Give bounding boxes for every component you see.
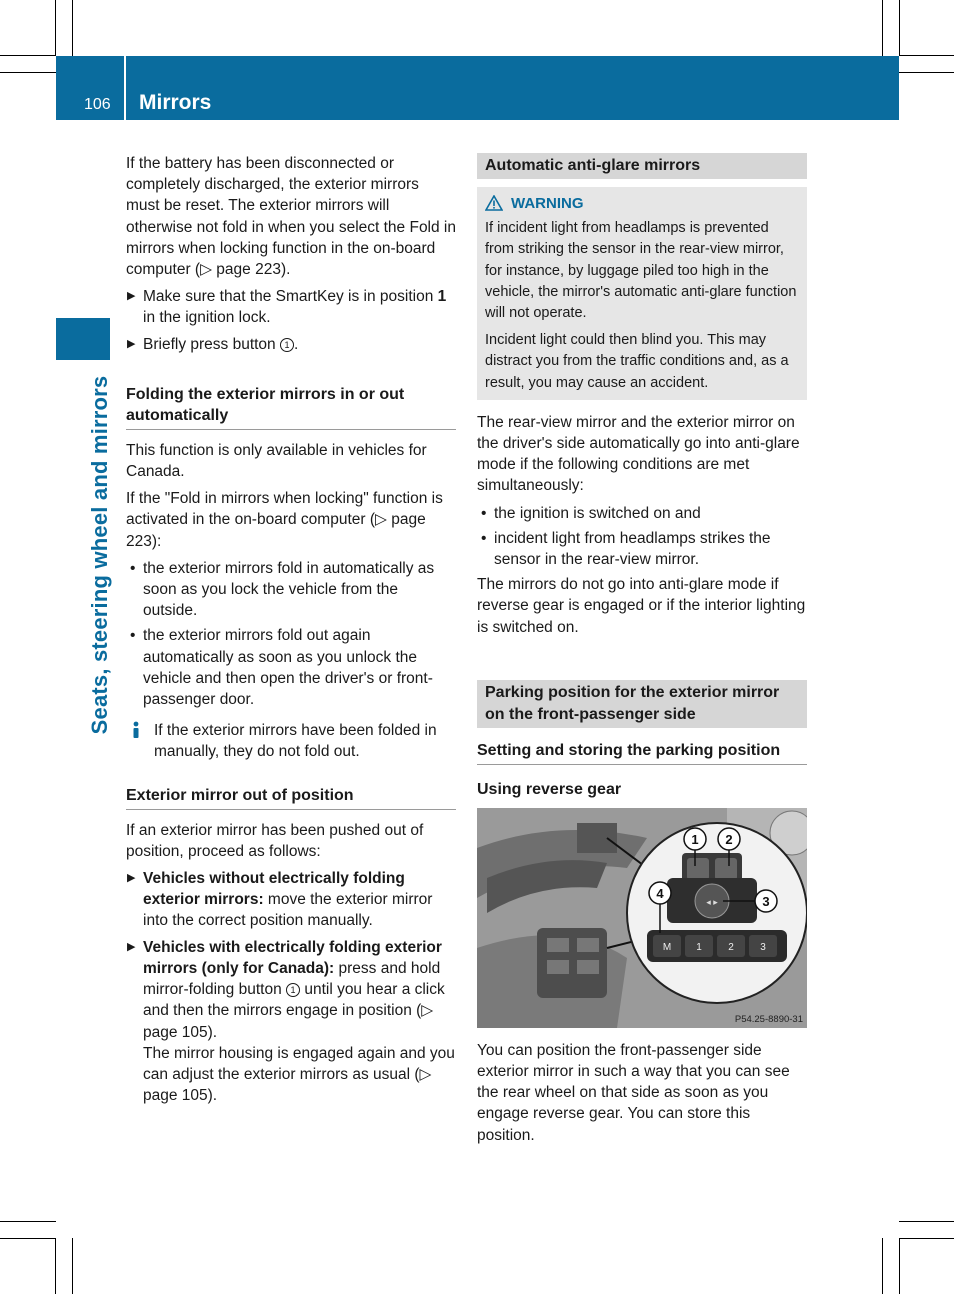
- button-number-badge: 1: [286, 983, 300, 997]
- info-note: If the exterior mirrors have been folded in manually, they do not fold out.: [126, 720, 456, 762]
- intro-paragraph: If the battery has been disconnected or completely discharged, the exterior mirrors must be reset. The exterior mirrors will otherwise not fold in when you select the Fold in mirrors when locking function in the on-board computer (▷ page 223).: [126, 155, 456, 279]
- crop-mark: [899, 55, 954, 56]
- crop-mark: [72, 1238, 73, 1294]
- memory-button-1: 1: [696, 941, 702, 953]
- door-control-photo: [477, 808, 807, 1028]
- crop-mark: [899, 72, 954, 73]
- list-item: • the exterior mirrors fold in automatically as soon as you lock the vehicle from the outside.: [130, 559, 435, 620]
- crop-mark: [55, 1238, 56, 1294]
- step-item: ▶ Vehicles without electrically folding exterior mirrors: move the exterior mirror into the correct position manually.: [127, 870, 433, 930]
- crop-mark: [899, 1238, 954, 1239]
- crop-mark: [0, 55, 56, 56]
- warning-triangle-icon: [485, 195, 503, 211]
- image-code: P54.25-8890-31: [734, 1013, 803, 1025]
- step-arrow-icon: ▶: [127, 290, 136, 303]
- crop-mark: [55, 0, 56, 56]
- chapter-tab: [56, 318, 110, 360]
- crop-mark: [882, 1238, 883, 1294]
- paragraph: If the "Fold in mirrors when locking" function is activated in the on-board computer (▷ page 223):: [126, 490, 443, 550]
- step-arrow-icon: ▶: [127, 872, 136, 885]
- callout-4: 4: [656, 885, 664, 901]
- left-column: [126, 153, 456, 1111]
- step-arrow-icon: ▶: [127, 940, 136, 953]
- heading-out-of-position: Exterior mirror out of position: [126, 785, 456, 810]
- warning-text: Incident light could then blind you. This may distract you from the traffic conditions and, as a result, you may cause an accident.: [485, 332, 789, 391]
- heading-reverse-gear: Using reverse gear: [477, 780, 622, 798]
- paragraph: The mirrors do not go into anti-glare mode if reverse gear is engaged or if the interior lighting is switched on.: [477, 576, 806, 636]
- crop-mark: [899, 1238, 900, 1294]
- step-item: ▶ Briefly press button 1 .: [126, 334, 456, 355]
- heading-parking-position: Parking position for the exterior mirror on the front-passenger side: [477, 680, 807, 728]
- list-item: • the exterior mirrors fold out again automatically as soon as you unlock the vehicle and then open the driver's or front-passenger door.: [130, 627, 433, 709]
- crop-mark: [899, 1221, 954, 1222]
- crop-mark: [0, 1221, 56, 1222]
- crop-mark: [0, 1238, 56, 1239]
- info-icon: [128, 721, 144, 745]
- chapter-label: Seats, steering wheel and mirrors: [87, 375, 112, 735]
- page-header: [56, 56, 899, 120]
- step-arrow-icon: ▶: [127, 337, 136, 350]
- right-column: [477, 153, 807, 1152]
- callout-3: 3: [762, 893, 770, 909]
- header-divider: [124, 56, 126, 120]
- warning-box: [477, 187, 807, 400]
- callout-2: 2: [725, 831, 733, 847]
- crop-mark: [72, 0, 73, 56]
- callout-1: 1: [691, 831, 699, 847]
- section-title: Mirrors: [139, 91, 212, 114]
- paragraph: You can position the front-passenger side exterior mirror in such a way that you can see the rear wheel on that side as soon as you engage reverse gear. You can store this position.: [477, 1041, 790, 1144]
- button-number-badge: 1: [280, 338, 294, 352]
- warning-header: WARNING: [485, 193, 799, 214]
- svg-text:◂ ▸: ◂ ▸: [706, 896, 718, 907]
- paragraph: If an exterior mirror has been pushed out of position, proceed as follows:: [126, 821, 424, 860]
- heading-setting-storing: Setting and storing the parking position: [477, 740, 807, 765]
- page-number: 106: [84, 96, 111, 113]
- memory-button-m: M: [662, 941, 672, 953]
- paragraph: This function is only available in vehicles for Canada.: [126, 441, 427, 481]
- warning-text: If incident light from headlamps is prevented from striking the sensor in the rear-view mirror, for instance, by luggage piled too high in the vehicle, the mirror's automatic anti-glare function will not operate.: [485, 220, 797, 322]
- step-item: ▶ Make sure that the SmartKey is in position 1 in the ignition lock.: [127, 288, 447, 327]
- step-item: ▶ Vehicles with electrically folding exterior mirrors (only for Canada): press and hold mirror-folding button 1 until you hear a click and then the mirrors engage in position (▷ page 105). The mirror housing is engaged again and you can adjust the exterior mirrors as usual (▷ page 105).: [127, 938, 455, 1105]
- list-item: • the ignition is switched on and: [481, 504, 701, 522]
- memory-button-2: 2: [728, 941, 734, 953]
- heading-anti-glare: Automatic anti-glare mirrors: [477, 153, 807, 179]
- memory-button-3: 3: [760, 941, 766, 953]
- crop-mark: [0, 72, 56, 73]
- list-item: • incident light from headlamps strikes the sensor in the rear-view mirror.: [481, 529, 771, 569]
- paragraph: The rear-view mirror and the exterior mirror on the driver's side automatically go into anti-glare mode if the following conditions are met simultaneously:: [477, 413, 800, 495]
- heading-folding: Folding the exterior mirrors in or out automatically: [126, 384, 456, 430]
- crop-mark: [899, 0, 900, 56]
- crop-mark: [882, 0, 883, 56]
